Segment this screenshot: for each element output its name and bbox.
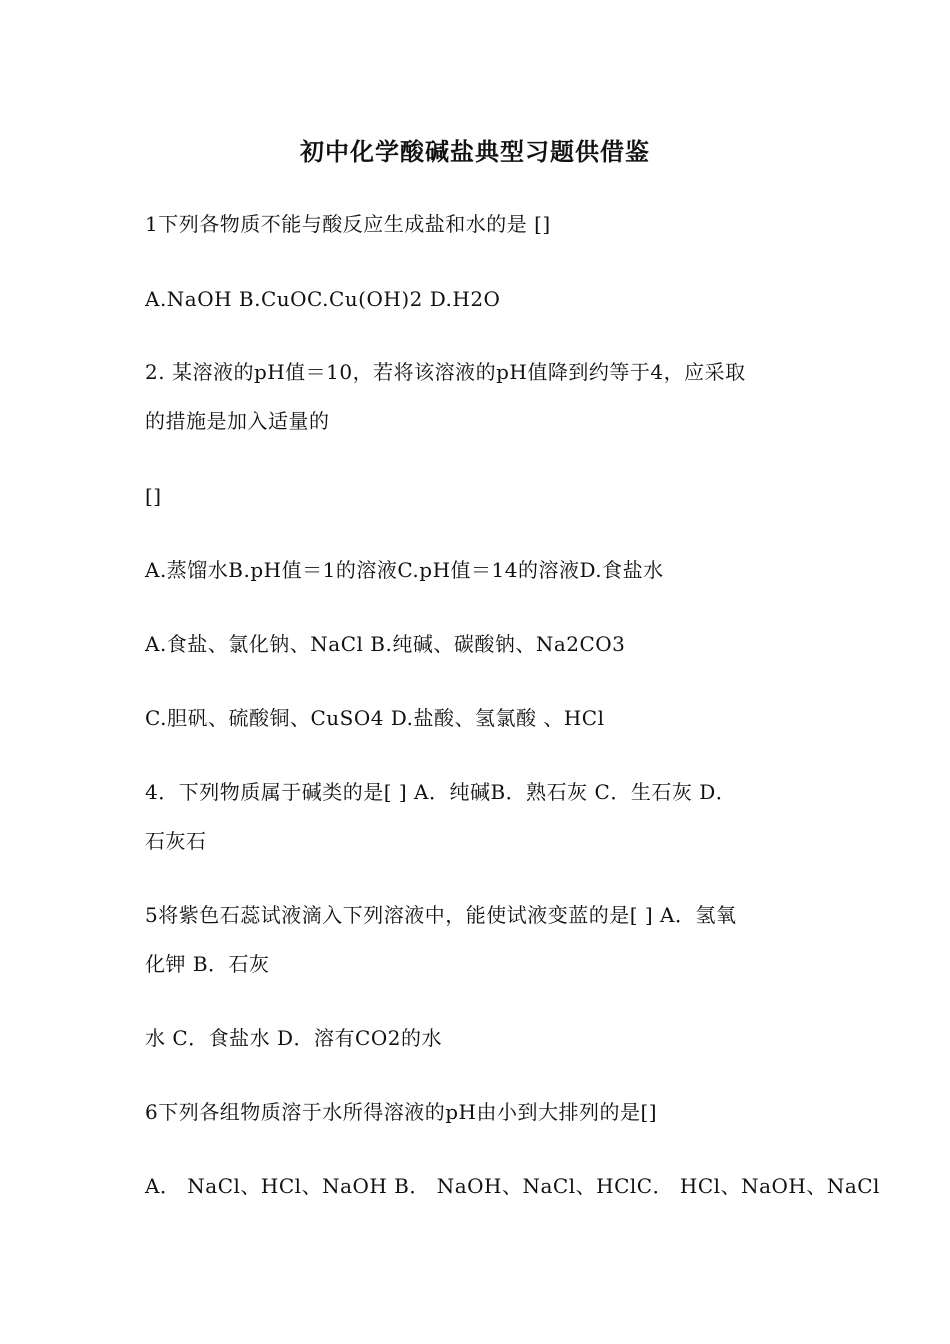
question-4-line-1: 4．下列物质属于碱类的是[ ] A．纯碱B．熟石灰 C．生石灰 D． — [145, 780, 737, 804]
question-2-stem-line-2: 的措施是加入适量的 — [145, 409, 330, 433]
question-2-bracket: [] — [145, 484, 162, 508]
question-5-line-1: 5将紫色石蕊试液滴入下列溶液中，能使试液变蓝的是[ ] A．氢氧 — [145, 903, 737, 927]
question-6-stem: 6下列各组物质溶于水所得溶液的pH由小到大排列的是[] — [145, 1100, 658, 1124]
document-title: 初中化学酸碱盐典型习题供借鉴 — [300, 137, 650, 166]
question-1-options: A.NaOH B.CuOC.Cu(OH)2 D.H2O — [145, 287, 501, 311]
question-4-line-2: 石灰石 — [145, 829, 207, 853]
question-1-stem: 1下列各物质不能与酸反应生成盐和水的是 [] — [145, 212, 551, 236]
question-2-stem-line-1: 2. 某溶液的pH值＝10，若将该溶液的pH值降到约等于4，应采取 — [145, 360, 746, 384]
question-5-line-2: 化钾 B．石灰 — [145, 952, 270, 976]
question-3-options-line-2: C.胆矾、硫酸铜、CuSO4 D.盐酸、氢氯酸 、HCl — [145, 706, 605, 730]
question-5-line-3: 水 C．食盐水 D．溶有CO2的水 — [145, 1026, 442, 1050]
question-3-options-line-1: A.食盐、氯化钠、NaCl B.纯碱、碳酸钠、Na2CO3 — [145, 632, 626, 656]
question-2-options: A.蒸馏水B.pH值＝1的溶液C.pH值＝14的溶液D.食盐水 — [145, 558, 664, 582]
question-6-options: A． NaCl、HCl、NaOH B． NaOH、NaCl、HClC． HCl、NaOH、NaCl — [145, 1174, 880, 1198]
